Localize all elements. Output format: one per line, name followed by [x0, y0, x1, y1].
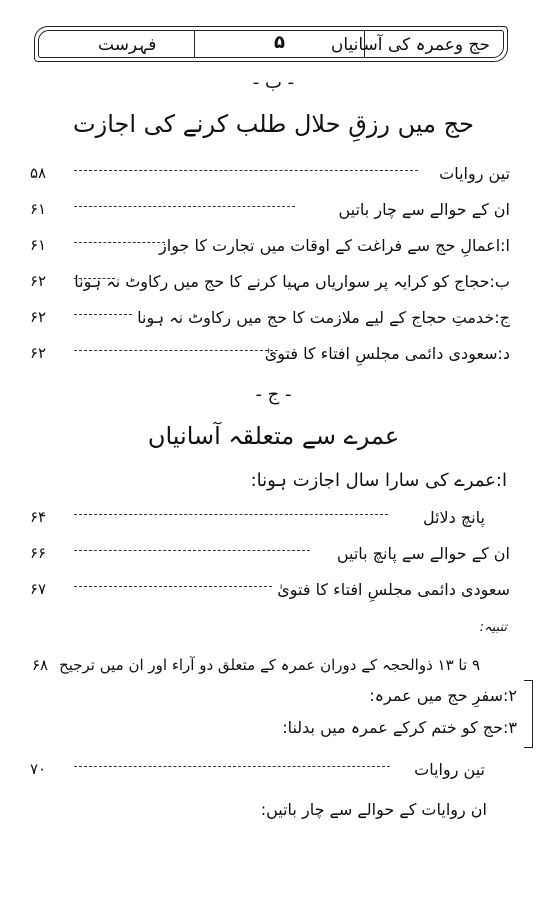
- toc-entry-text: ۹ تا ۱۳ ذوالحجہ کے دوران عمرہ کے متعلق دو آراء اور ان میں ترجیح: [59, 656, 480, 674]
- toc-entry[interactable]: [30, 164, 510, 190]
- toc-entry-text: ا:اعمالِ حج سے فراغت کے اوقات میں تجارت کا جواز: [159, 236, 510, 255]
- bracket-item: ۲:سفرِ حج میں عمرہ:: [369, 686, 517, 705]
- leader-dots: [74, 350, 278, 352]
- leader-dots: [74, 242, 165, 244]
- bracket-item: ۳:حج کو ختم کرکے عمرہ میں بدلنا:: [282, 718, 517, 737]
- toc-entry-page: ۶۴: [30, 508, 47, 526]
- section-letter: - ج -: [255, 384, 292, 405]
- leader-dots: [74, 170, 418, 172]
- toc-entry-text: تین روایات: [439, 164, 510, 183]
- toc-entry[interactable]: [30, 544, 510, 570]
- section-title: حج میں رزقِ حلال طلب کرنے کی اجازت: [73, 110, 474, 138]
- toc-entry[interactable]: [30, 200, 510, 226]
- toc-entry-text: ب:حجاج کو کرایہ پر سواریاں مہیا کرنے کا حج میں رکاوٹ نہ ہونا: [74, 272, 510, 291]
- last-line: ان روایات کے حوالے سے چار باتیں:: [260, 800, 487, 819]
- section-name: فہرست: [98, 35, 157, 55]
- toc-entry[interactable]: [30, 760, 510, 786]
- toc-entry-page: ۶۱: [30, 236, 47, 254]
- subheading: ا:عمرے کی سارا سال اجازت ہونا:: [250, 470, 507, 491]
- book-title: حج وعمرہ کی آسانیاں: [330, 35, 490, 55]
- leader-dots: [74, 586, 272, 588]
- leader-dots: [74, 550, 310, 552]
- toc-entry-text: ان کے حوالے سے پانچ باتیں: [336, 544, 510, 563]
- leader-dots: [74, 314, 132, 316]
- page-number: ۵: [274, 32, 285, 53]
- toc-entry-page: ۶۲: [30, 308, 47, 326]
- leader-dots: [74, 514, 388, 516]
- toc-entry-page: ۷۰: [30, 760, 47, 778]
- toc-entry-page: ۶۲: [30, 344, 47, 362]
- toc-entry-text: ج:خدمتِ حجاج کے لیے ملازمت کا حج میں رکاوٹ نہ ہونا: [137, 308, 510, 327]
- toc-entry[interactable]: [30, 236, 510, 262]
- toc-entry-page: ۶۷: [30, 580, 47, 598]
- toc-entry-text: سعودی دائمی مجلسِ افتاء کا فتویٰ: [277, 580, 510, 599]
- toc-entry-page: ۶۶: [30, 544, 47, 562]
- toc-entry-text: تین روایات: [414, 760, 485, 779]
- leader-dots: [74, 206, 295, 208]
- toc-entry[interactable]: [30, 344, 510, 370]
- section-title: عمرے سے متعلقہ آسانیاں: [147, 422, 400, 450]
- toc-entry[interactable]: [30, 580, 510, 606]
- toc-entry-page: ۶۸: [32, 656, 49, 674]
- toc-entry-page: ۶۲: [30, 272, 47, 290]
- header-divider: [194, 30, 195, 58]
- toc-entry-text: د:سعودی دائمی مجلسِ افتاء کا فتویٰ: [264, 344, 510, 363]
- toc-entry-text: ان کے حوالے سے چار باتیں: [338, 200, 510, 219]
- toc-entry[interactable]: [30, 656, 510, 682]
- toc-entry-page: ۵۸: [30, 164, 47, 182]
- leader-dots: [74, 766, 390, 768]
- toc-entry-text: پانچ دلائل: [422, 508, 485, 527]
- toc-entry[interactable]: [30, 308, 510, 334]
- page-header: [34, 26, 508, 62]
- leader-dots: [74, 278, 115, 280]
- note-label: تنبیہ:: [479, 620, 507, 635]
- section-letter: - ب -: [252, 72, 295, 93]
- toc-entry-page: ۶۱: [30, 200, 47, 218]
- bracket: [524, 680, 533, 748]
- toc-entry[interactable]: [30, 272, 510, 298]
- toc-entry[interactable]: [30, 508, 510, 534]
